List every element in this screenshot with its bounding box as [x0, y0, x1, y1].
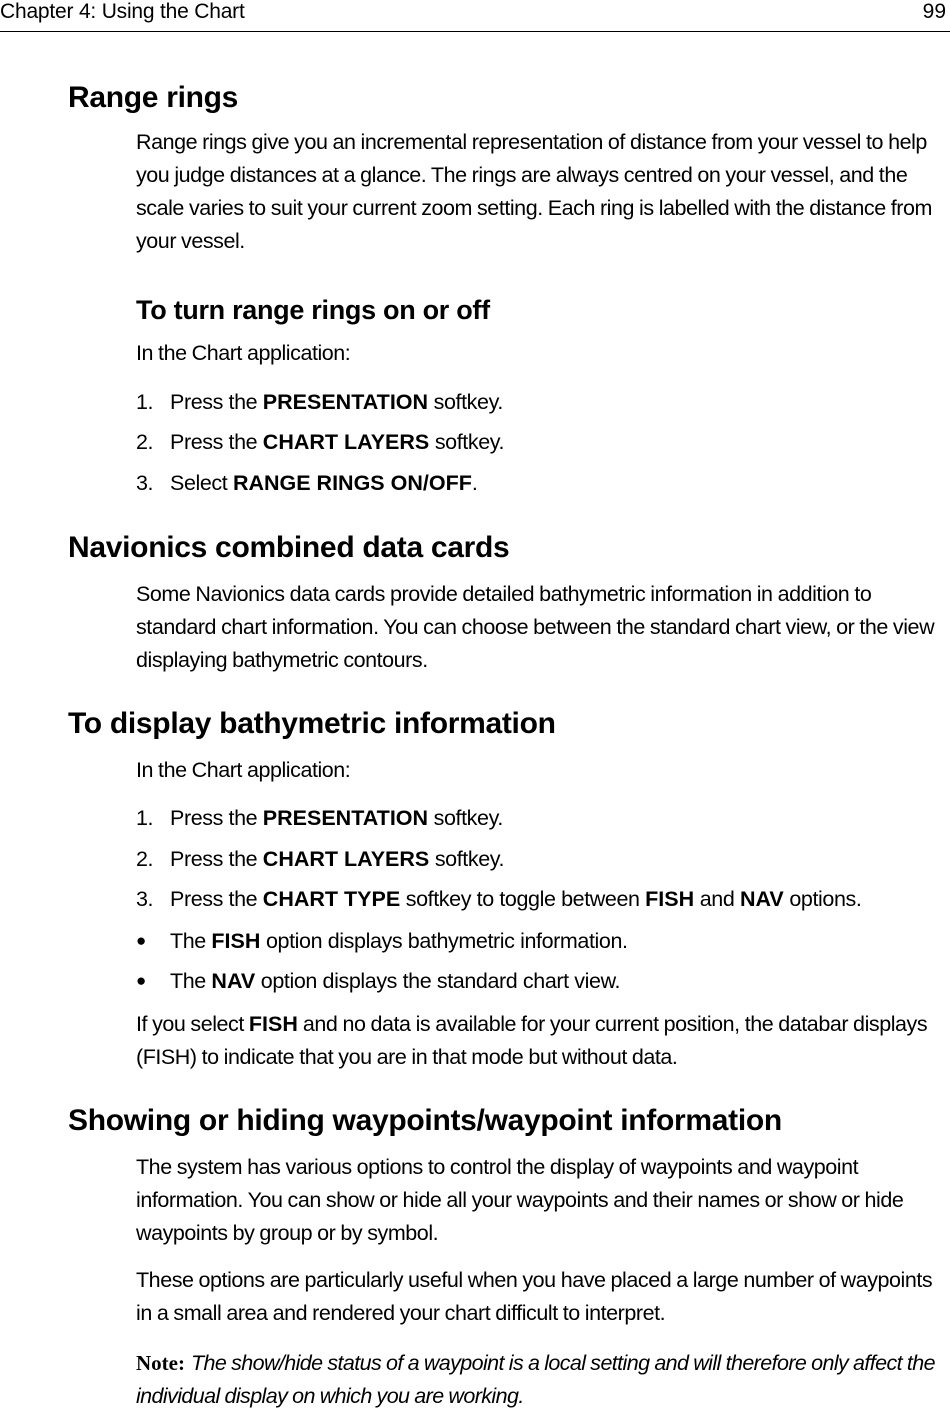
step-number: 3.: [136, 887, 154, 911]
subheading-turn-range-rings: To turn range rings on or off: [136, 295, 490, 325]
range-rings-step-3: [136, 467, 946, 500]
range-rings-step-2: [136, 426, 946, 459]
step-text: Press the: [170, 806, 263, 830]
bullet-text: option displays bathymetric information.: [260, 929, 628, 953]
step-text: softkey.: [429, 430, 505, 454]
step-text: Press the: [170, 847, 263, 871]
softkey-label: CHART LAYERS: [262, 847, 430, 871]
note-text: If you select: [136, 1012, 249, 1036]
note-label: Note:: [136, 1351, 185, 1375]
option-label: FISH: [248, 1012, 298, 1036]
softkey-label: CHART TYPE: [262, 887, 401, 911]
note-text: and no data is available for your current position, the databar displays (FISH) to indicate that you are in that mode but without data.: [136, 1012, 928, 1069]
bathymetric-bullet-fish: [136, 924, 946, 958]
waypoints-note: [136, 1347, 948, 1413]
range-rings-lead: In the Chart application:: [136, 341, 351, 365]
note-text: The show/hide status of a waypoint is a local setting and will therefore only affect the individual display on which you are working.: [136, 1351, 935, 1408]
page-number: 99: [922, 0, 946, 23]
running-header: [0, 0, 950, 32]
step-text: Press the: [170, 430, 263, 454]
bathymetric-lead: In the Chart application:: [136, 758, 351, 782]
chapter-title: Chapter 4: Using the Chart: [0, 0, 245, 23]
step-text: softkey.: [429, 847, 505, 871]
step-number: 3.: [136, 471, 154, 495]
softkey-label: PRESENTATION: [262, 390, 429, 414]
bullet-text: The: [170, 969, 212, 993]
step-text: options.: [783, 887, 862, 911]
range-rings-intro: Range rings give you an incremental representation of distance from your vessel to help you judge distances at a glance. The rings are always centred on your vessel, and the scale varies to suit your current zoom setting. Each ring is labelled with the distance from your vessel.: [136, 130, 932, 253]
option-label: NAV: [211, 969, 256, 993]
fish-no-data-note: [136, 1008, 946, 1074]
step-text: .: [471, 471, 478, 495]
step-text: softkey.: [428, 806, 503, 830]
bullet-text: option displays the standard chart view.: [255, 969, 621, 993]
range-rings-step-1: [136, 386, 946, 419]
navionics-intro: Some Navionics data cards provide detailed bathymetric information in addition to standard chart information. You can choose between the standard chart view, or the view displaying bathymetric contours.: [136, 582, 935, 672]
bullet-icon: ●: [136, 971, 146, 990]
step-text: softkey.: [428, 390, 503, 414]
bathymetric-step-3: [136, 883, 946, 916]
heading-waypoints: Showing or hiding waypoints/waypoint information: [68, 1104, 782, 1137]
bathymetric-step-1: [136, 802, 946, 835]
softkey-label: CHART LAYERS: [262, 430, 430, 454]
option-label: FISH: [645, 887, 695, 911]
option-label: FISH: [211, 929, 261, 953]
step-number: 1.: [136, 390, 154, 414]
step-text: Press the: [170, 390, 263, 414]
bathymetric-step-2: [136, 843, 946, 876]
step-number: 2.: [136, 430, 154, 454]
step-text: and: [694, 887, 740, 911]
option-label: NAV: [739, 887, 784, 911]
heading-range-rings: Range rings: [68, 81, 239, 114]
step-text: Press the: [170, 887, 263, 911]
heading-navionics: Navionics combined data cards: [68, 531, 510, 564]
heading-bathymetric: To display bathymetric information: [68, 707, 556, 740]
waypoints-para-1: The system has various options to control the display of waypoints and waypoint information. You can show or hide all your waypoints and their names or show or hide waypoints by group or by symbol.: [136, 1155, 904, 1245]
waypoints-para-2: These options are particularly useful when you have placed a large number of waypoints in a small area and rendered your chart difficult to interpret.: [136, 1268, 933, 1325]
step-text: softkey to toggle between: [400, 887, 646, 911]
step-number: 2.: [136, 847, 154, 871]
step-number: 1.: [136, 806, 154, 830]
step-text: Select: [170, 471, 233, 495]
bullet-text: The: [170, 929, 212, 953]
softkey-label: PRESENTATION: [262, 806, 429, 830]
menu-option-label: RANGE RINGS ON/OFF: [232, 471, 472, 495]
bathymetric-bullet-nav: [136, 964, 946, 998]
bullet-icon: ●: [136, 931, 146, 950]
